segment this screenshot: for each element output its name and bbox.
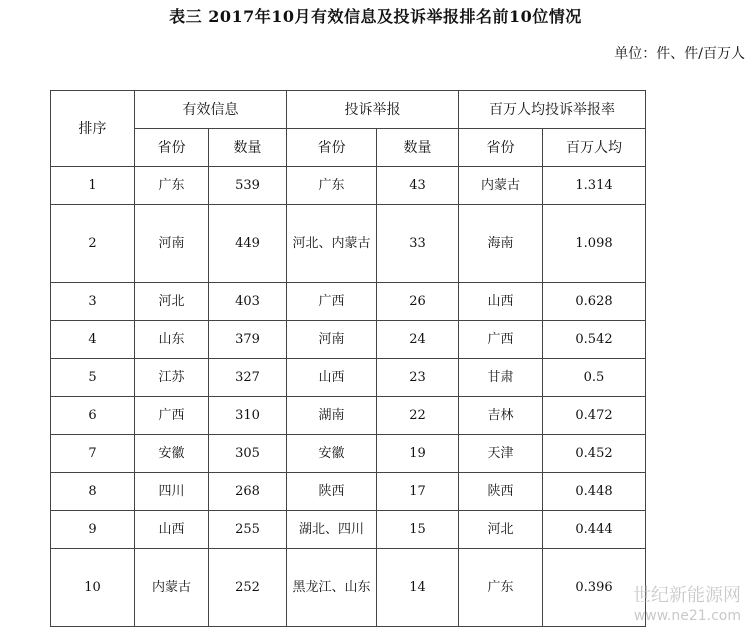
rate-value-cell: 0.452 — [543, 435, 646, 473]
subheader-province: 省份 — [287, 129, 377, 167]
rate-value-cell: 0.444 — [543, 511, 646, 549]
rate-province-cell: 甘肃 — [459, 359, 543, 397]
watermark-line2: www.ne21.com — [633, 608, 741, 624]
complaint-province-cell — [287, 205, 377, 283]
rate-value-cell: 0.542 — [543, 321, 646, 359]
valid-province-cell: 江苏 — [135, 359, 209, 397]
valid-count-cell: 539 — [209, 167, 287, 205]
rate-value-cell: 1.314 — [543, 167, 646, 205]
rank-cell: 1 — [51, 167, 135, 205]
valid-count-cell: 449 — [209, 205, 287, 283]
rate-value-cell: 0.5 — [543, 359, 646, 397]
valid-province-cell: 河南 — [135, 205, 209, 283]
valid-count-cell: 268 — [209, 473, 287, 511]
valid-province-cell: 山东 — [135, 321, 209, 359]
table-row — [51, 511, 646, 549]
complaint-province-cell — [287, 549, 377, 627]
rank-cell: 4 — [51, 321, 135, 359]
complaint-province-cell: 陕西 — [287, 473, 377, 511]
rank-cell: 7 — [51, 435, 135, 473]
subheader-count: 数量 — [377, 129, 459, 167]
complaint-province-cell: 广东 — [287, 167, 377, 205]
rate-province-cell: 内蒙古 — [459, 167, 543, 205]
valid-count-cell: 305 — [209, 435, 287, 473]
valid-province-cell: 河北 — [135, 283, 209, 321]
complaint-province-text: 河北、内蒙古 — [292, 235, 371, 251]
rate-province-cell: 天津 — [459, 435, 543, 473]
rate-value-cell: 0.396 — [543, 549, 646, 627]
table-row — [51, 397, 646, 435]
valid-count-cell: 310 — [209, 397, 287, 435]
watermark-line1: 世纪新能源网 — [633, 585, 741, 606]
ranking-table — [50, 90, 646, 627]
valid-count-cell: 252 — [209, 549, 287, 627]
complaint-count-cell: 14 — [377, 549, 459, 627]
rank-cell: 2 — [51, 205, 135, 283]
valid-count-cell: 403 — [209, 283, 287, 321]
rank-cell: 6 — [51, 397, 135, 435]
rank-cell: 8 — [51, 473, 135, 511]
complaint-province-cell: 湖南 — [287, 397, 377, 435]
rate-province-cell: 广东 — [459, 549, 543, 627]
rate-province-cell: 山西 — [459, 283, 543, 321]
valid-count-cell: 255 — [209, 511, 287, 549]
rate-province-cell: 吉林 — [459, 397, 543, 435]
rate-province-cell: 广西 — [459, 321, 543, 359]
header-rank: 排序 — [51, 91, 135, 167]
table-row — [51, 359, 646, 397]
valid-count-cell: 379 — [209, 321, 287, 359]
complaint-count-cell: 24 — [377, 321, 459, 359]
complaint-count-cell: 23 — [377, 359, 459, 397]
header-per-million-rate: 百万人均投诉举报率 — [459, 91, 646, 129]
complaint-province-cell: 山西 — [287, 359, 377, 397]
subheader-count: 数量 — [209, 129, 287, 167]
table-title: 表三 2017年10月有效信息及投诉举报排名前10位情况 — [169, 7, 582, 26]
complaint-province-cell: 广西 — [287, 283, 377, 321]
table-row — [51, 549, 646, 627]
rank-cell: 5 — [51, 359, 135, 397]
unit-label: 单位：件、件/百万人 — [614, 46, 745, 62]
rank-cell: 9 — [51, 511, 135, 549]
rate-value-cell: 1.098 — [543, 205, 646, 283]
table-row — [51, 473, 646, 511]
rank-cell: 10 — [51, 549, 135, 627]
complaint-count-cell: 43 — [377, 167, 459, 205]
table-row — [51, 205, 646, 283]
rate-value-cell: 0.472 — [543, 397, 646, 435]
complaint-count-cell: 15 — [377, 511, 459, 549]
valid-province-cell: 广西 — [135, 397, 209, 435]
complaint-count-cell: 33 — [377, 205, 459, 283]
rank-cell: 3 — [51, 283, 135, 321]
valid-province-cell: 内蒙古 — [135, 549, 209, 627]
valid-count-cell: 327 — [209, 359, 287, 397]
complaint-province-cell: 河南 — [287, 321, 377, 359]
complaint-count-cell: 17 — [377, 473, 459, 511]
table-row — [51, 435, 646, 473]
subheader-province: 省份 — [459, 129, 543, 167]
rate-value-cell: 0.448 — [543, 473, 646, 511]
table-row — [51, 321, 646, 359]
valid-province-cell: 安徽 — [135, 435, 209, 473]
rate-province-cell: 海南 — [459, 205, 543, 283]
valid-province-cell: 山西 — [135, 511, 209, 549]
table-row — [51, 167, 646, 205]
subheader-province: 省份 — [135, 129, 209, 167]
rate-value-cell: 0.628 — [543, 283, 646, 321]
rate-province-cell: 陕西 — [459, 473, 543, 511]
complaint-province-text: 黑龙江、山东 — [292, 579, 371, 595]
complaint-count-cell: 22 — [377, 397, 459, 435]
header-valid-info: 有效信息 — [135, 91, 287, 129]
header-complaints: 投诉举报 — [287, 91, 459, 129]
complaint-count-cell: 26 — [377, 283, 459, 321]
subheader-per-million: 百万人均 — [543, 129, 646, 167]
complaint-province-cell: 湖北、四川 — [287, 511, 377, 549]
table-row — [51, 283, 646, 321]
complaint-count-cell: 19 — [377, 435, 459, 473]
valid-province-cell: 广东 — [135, 167, 209, 205]
watermark — [633, 586, 741, 626]
valid-province-cell: 四川 — [135, 473, 209, 511]
rate-province-cell: 河北 — [459, 511, 543, 549]
complaint-province-cell: 安徽 — [287, 435, 377, 473]
